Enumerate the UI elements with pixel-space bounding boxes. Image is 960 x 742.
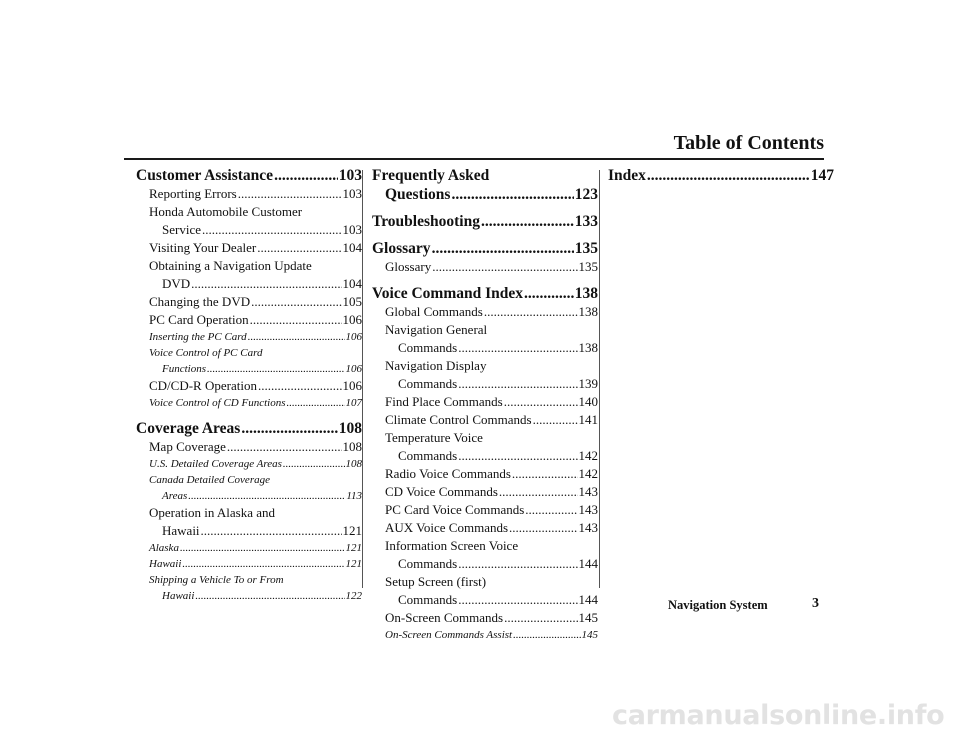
toc-label-cont: Functions: [162, 363, 206, 375]
toc-page: 143: [578, 484, 598, 499]
toc-entry-voice-command-index[interactable]: [372, 284, 598, 303]
toc-label: Changing the DVD: [149, 294, 251, 309]
toc-column-2: [372, 166, 598, 643]
column-divider-1: [362, 170, 363, 588]
toc-page: 133: [574, 213, 598, 230]
toc-entry-alaska-hawaii-operation[interactable]: [136, 504, 362, 540]
toc-column-3: [608, 166, 834, 185]
toc-entry-cd-voice[interactable]: [372, 483, 598, 501]
toc-label: Coverage Areas: [136, 420, 241, 437]
toc-label: Navigation Display: [385, 358, 487, 373]
toc-page: 122: [345, 590, 362, 602]
toc-page: 138: [578, 304, 598, 319]
toc-page: 147: [810, 167, 834, 184]
toc-label: Hawaii: [149, 558, 182, 570]
toc-entry-radio-voice[interactable]: [372, 465, 598, 483]
toc-label: Frequently Asked: [372, 167, 490, 184]
toc-label: Information Screen Voice: [385, 538, 519, 553]
toc-label: Navigation General: [385, 322, 488, 337]
toc-label: Voice Control of PC Card: [149, 347, 263, 359]
toc-page: 144: [578, 592, 598, 607]
toc-label: Shipping a Vehicle To or From: [149, 574, 284, 586]
toc-page: 139: [578, 376, 598, 391]
toc-page: 135: [574, 240, 598, 257]
toc-label: Glossary: [372, 240, 431, 257]
toc-page: 142: [578, 466, 598, 481]
toc-page: 104: [342, 240, 362, 255]
toc-page: 108: [345, 458, 362, 470]
toc-label: Climate Control Commands: [385, 412, 532, 427]
toc-label: On-Screen Commands Assist: [385, 629, 513, 641]
toc-page: 121: [342, 523, 362, 538]
column-divider-2: [599, 170, 600, 588]
toc-label-cont: Hawaii: [162, 523, 200, 538]
toc-label: Glossary: [385, 259, 432, 274]
toc-entry-hawaii[interactable]: [136, 556, 362, 572]
toc-entry-temperature-voice[interactable]: [372, 429, 598, 465]
toc-entry-pc-card-voice[interactable]: [372, 501, 598, 519]
toc-page: 103: [338, 167, 362, 184]
toc-label: PC Card Voice Commands: [385, 502, 525, 517]
toc-entry-faq[interactable]: [372, 166, 598, 204]
toc-page: 121: [345, 542, 362, 554]
toc-label: PC Card Operation: [149, 312, 249, 327]
toc-label: U.S. Detailed Coverage Areas: [149, 458, 282, 470]
toc-label: Customer Assistance: [136, 167, 274, 184]
toc-label: On-Screen Commands: [385, 610, 504, 625]
toc-page: 145: [578, 610, 598, 625]
toc-label-cont: Commands: [398, 448, 458, 463]
toc-label: Find Place Commands: [385, 394, 503, 409]
toc-page: 106: [345, 331, 362, 343]
toc-page: 121: [345, 558, 362, 570]
toc-label: Temperature Voice: [385, 430, 483, 445]
toc-entry-alaska[interactable]: [136, 540, 362, 556]
toc-label-cont: Areas: [162, 490, 188, 502]
toc-page: 138: [574, 285, 598, 302]
toc-page: 144: [578, 556, 598, 571]
toc-label: Alaska: [149, 542, 179, 554]
toc-label: Troubleshooting: [372, 213, 480, 230]
toc-entry-pc-card-operation[interactable]: [136, 311, 362, 329]
toc-entry-on-screen-commands[interactable]: [372, 609, 598, 627]
toc-entry-canada-coverage[interactable]: [136, 472, 362, 504]
toc-label: CD Voice Commands: [385, 484, 498, 499]
toc-entry-customer-assistance[interactable]: [136, 166, 362, 185]
toc-label-cont: Commands: [398, 340, 458, 355]
toc-label: Reporting Errors: [149, 186, 237, 201]
toc-page: 143: [578, 520, 598, 535]
toc-entry-info-screen-voice[interactable]: [372, 537, 598, 573]
toc-page: 113: [346, 490, 362, 502]
toc-entry-inserting-pc-card[interactable]: [136, 329, 362, 345]
toc-label: Index: [608, 167, 646, 184]
toc-label: Radio Voice Commands: [385, 466, 511, 481]
toc-label: Obtaining a Navigation Update: [149, 258, 312, 273]
toc-label: Visiting Your Dealer: [149, 240, 257, 255]
toc-label: Operation in Alaska and: [149, 505, 275, 520]
toc-entry-aux-voice[interactable]: [372, 519, 598, 537]
toc-label: Voice Control of CD Functions: [149, 397, 286, 409]
footer-page-number: 3: [812, 596, 819, 611]
toc-page: 138: [578, 340, 598, 355]
toc-entry-glossary[interactable]: [372, 239, 598, 258]
toc-page: 140: [578, 394, 598, 409]
toc-label-cont: Commands: [398, 556, 458, 571]
toc-label-cont: Commands: [398, 376, 458, 391]
toc-entry-coverage-areas[interactable]: [136, 419, 362, 438]
page-title: Table of Contents: [673, 132, 824, 154]
toc-page: 145: [581, 629, 598, 641]
toc-entry-setup-screen[interactable]: [372, 573, 598, 609]
toc-label: Setup Screen (first): [385, 574, 487, 589]
toc-entry-honda-service[interactable]: [136, 203, 362, 239]
toc-label: Global Commands: [385, 304, 483, 319]
toc-entry-voice-control-cd[interactable]: [136, 395, 362, 411]
toc-entry-glossary-sub[interactable]: [372, 258, 598, 276]
toc-page: 106: [342, 312, 362, 327]
toc-page: 108: [338, 420, 362, 437]
toc-label-cont: Service: [162, 222, 201, 237]
toc-label: Map Coverage: [149, 439, 226, 454]
toc-entry-changing-dvd[interactable]: [136, 293, 362, 311]
toc-label: Canada Detailed Coverage: [149, 474, 270, 486]
toc-page: 103: [342, 186, 362, 201]
toc-page: 106: [345, 363, 362, 375]
toc-page: 105: [342, 294, 362, 309]
toc-entry-global-commands[interactable]: [372, 303, 598, 321]
toc-page: 106: [342, 378, 362, 393]
toc-entry-on-screen-assist[interactable]: [372, 627, 598, 643]
toc-entry-visiting-dealer[interactable]: [136, 239, 362, 257]
toc-page: 107: [345, 397, 362, 409]
toc-page: 141: [578, 412, 598, 427]
toc-label-cont: DVD: [162, 276, 191, 291]
toc-label-cont: Commands: [398, 592, 458, 607]
toc-entry-troubleshooting[interactable]: [372, 212, 598, 231]
toc-entry-map-coverage[interactable]: [136, 438, 362, 456]
toc-label: AUX Voice Commands: [385, 520, 509, 535]
toc-entry-cdr-operation[interactable]: [136, 377, 362, 395]
toc-entry-obtaining-update[interactable]: [136, 257, 362, 293]
toc-page: 104: [342, 276, 362, 291]
toc-label: Inserting the PC Card: [149, 331, 247, 343]
toc-entry-find-place[interactable]: [372, 393, 598, 411]
toc-entry-nav-display[interactable]: [372, 357, 598, 393]
toc-entry-climate-control[interactable]: [372, 411, 598, 429]
toc-label: Voice Command Index: [372, 285, 523, 302]
toc-entry-voice-control-pc[interactable]: [136, 345, 362, 377]
toc-label-cont: Hawaii: [162, 590, 195, 602]
toc-page: 142: [578, 448, 598, 463]
toc-entry-us-coverage[interactable]: [136, 456, 362, 472]
watermark: carmanualsonline.info: [612, 700, 945, 731]
toc-page: 103: [342, 222, 362, 237]
toc-page: 135: [578, 259, 598, 274]
toc-column-1: [136, 166, 362, 604]
toc-entry-nav-general[interactable]: [372, 321, 598, 357]
toc-entry-reporting-errors[interactable]: [136, 185, 362, 203]
toc-entry-shipping-vehicle[interactable]: [136, 572, 362, 604]
toc-label: Honda Automobile Customer: [149, 204, 303, 219]
toc-page: 108: [342, 439, 362, 454]
footer-section-label: Navigation System: [668, 598, 768, 612]
toc-label: CD/CD-R Operation: [149, 378, 257, 393]
toc-page: 123: [574, 186, 598, 203]
title-divider: [124, 158, 824, 160]
toc-entry-index[interactable]: [608, 166, 834, 185]
toc-label-cont: Questions: [385, 186, 451, 203]
toc-page: 143: [578, 502, 598, 517]
